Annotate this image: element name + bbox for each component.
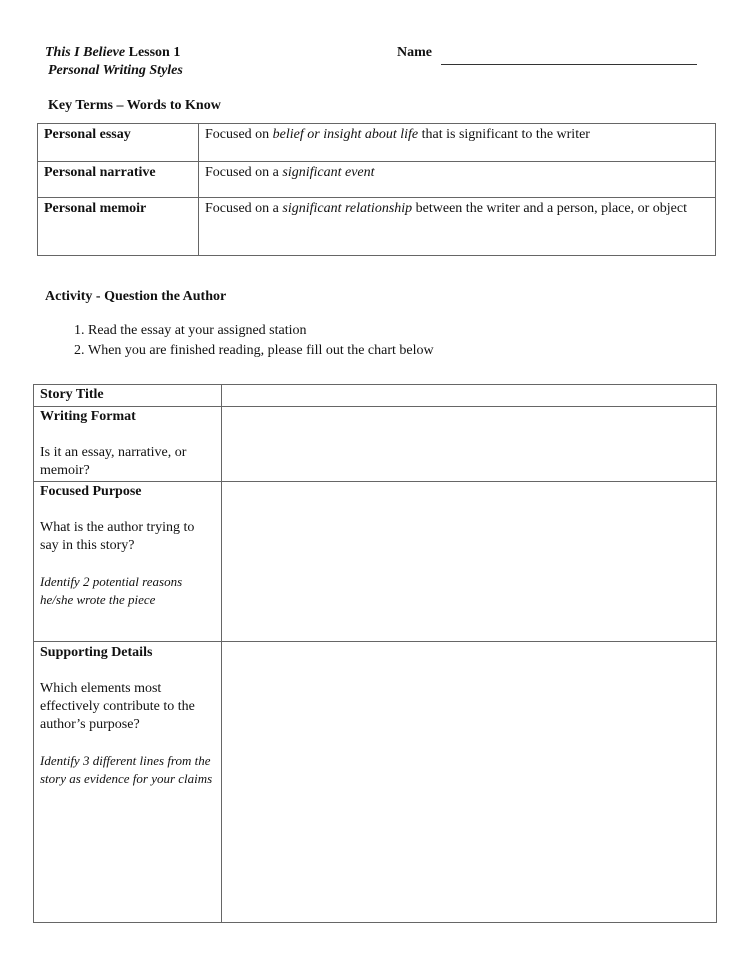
table-row: [38, 198, 716, 256]
def-em: significant relationship: [282, 201, 413, 216]
term: Personal essay: [44, 127, 131, 142]
def-post: between the writer and a person, place, or object: [412, 201, 687, 216]
table-row: [38, 124, 716, 162]
row-title: Supporting Details: [40, 645, 153, 660]
row-question: Is it an essay, narrative, or memoir?: [40, 445, 187, 478]
answer-cell[interactable]: [222, 482, 717, 642]
term-cell: [38, 162, 199, 198]
activity-heading: [45, 288, 226, 306]
key-terms-table: [37, 123, 716, 256]
def-em: belief or insight about life: [272, 127, 419, 142]
table-row: [34, 385, 717, 407]
row-title: Writing Format: [40, 409, 136, 424]
row-question: What is the author trying to say in this story?: [40, 520, 195, 553]
table-row: [34, 482, 717, 642]
lesson-subtitle: [48, 62, 183, 80]
lesson-title: [45, 44, 180, 62]
def-post: that is significant to the writer: [418, 127, 590, 142]
label-cell: [34, 407, 222, 482]
def-pre: Focused on: [205, 127, 273, 142]
term: Personal memoir: [44, 201, 147, 216]
name-label: [397, 44, 432, 62]
answer-cell[interactable]: [222, 407, 717, 482]
question-chart: [33, 384, 717, 923]
label-cell: [34, 642, 222, 923]
answer-cell[interactable]: [222, 642, 717, 923]
def-em: significant event: [282, 165, 375, 180]
def-pre: Focused on a: [205, 165, 283, 180]
row-instruction: Identify 2 potential reasons he/she wrote the piece: [40, 574, 183, 607]
definition-cell: [199, 124, 716, 162]
row-title: Story Title: [40, 387, 104, 402]
step-item: 2. When you are finished reading, please fill out the chart below: [88, 341, 434, 361]
definition-cell: [199, 162, 716, 198]
activity-heading-text: Activity - Question the Author: [45, 289, 227, 304]
label-cell: [34, 482, 222, 642]
definition-cell: [199, 198, 716, 256]
label-cell: [34, 385, 222, 407]
term-cell: [38, 198, 199, 256]
key-terms-heading-text: Key Terms – Words to Know: [48, 98, 221, 113]
title-rest: Lesson 1: [125, 45, 181, 60]
step-item: 1. Read the essay at your assigned station: [88, 321, 434, 341]
answer-cell[interactable]: [222, 385, 717, 407]
row-title: Focused Purpose: [40, 484, 142, 499]
table-row: [34, 642, 717, 923]
table-row: [38, 162, 716, 198]
row-question: Which elements most effectively contribute to the author’s purpose?: [40, 681, 195, 732]
subtitle-text: Personal Writing Styles: [48, 63, 183, 78]
name-field[interactable]: [441, 64, 697, 65]
term: Personal narrative: [44, 165, 156, 180]
def-pre: Focused on a: [205, 201, 283, 216]
name-label-text: Name: [397, 45, 432, 60]
key-terms-heading: [48, 97, 221, 115]
term-cell: [38, 124, 199, 162]
table-row: [34, 407, 717, 482]
activity-steps: [48, 321, 434, 361]
title-italic: This I Believe: [45, 45, 126, 60]
row-instruction: Identify 3 different lines from the story as evidence for your claims: [40, 753, 213, 786]
